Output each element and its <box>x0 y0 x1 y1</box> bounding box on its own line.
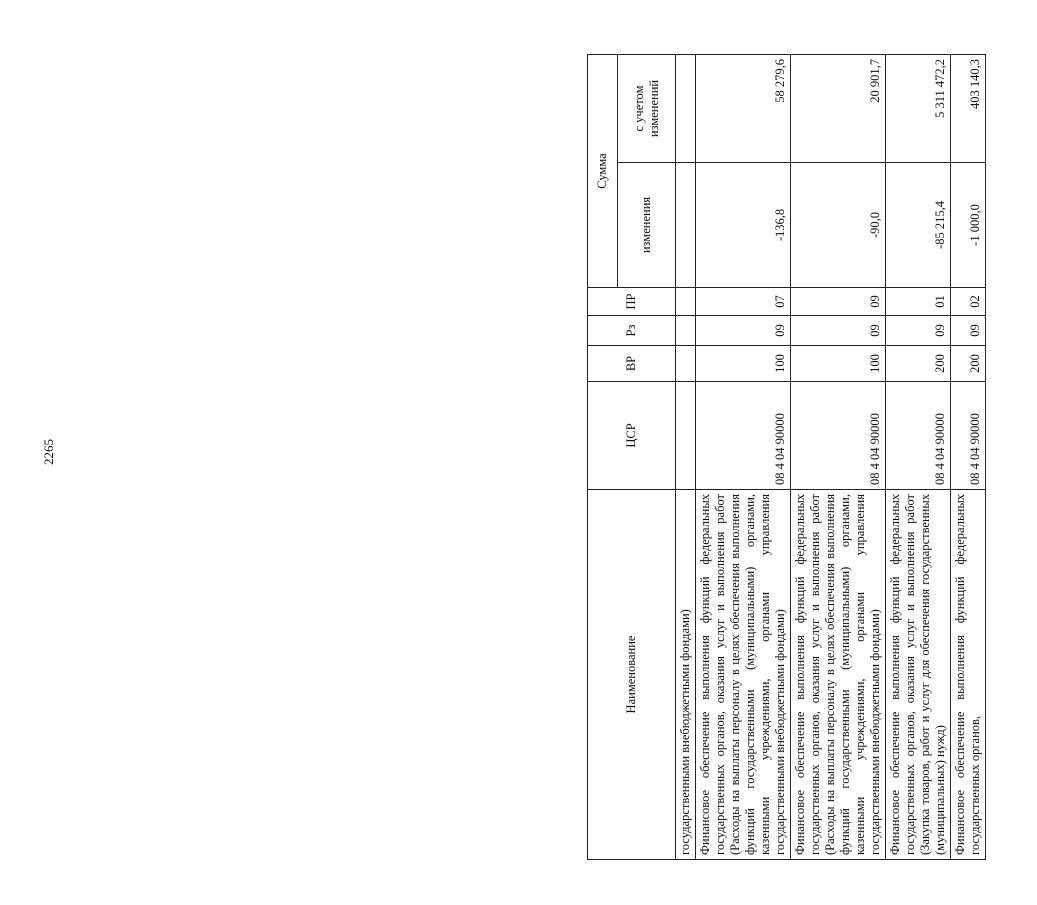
table-row <box>791 55 886 860</box>
table-header <box>588 55 676 860</box>
row-name: Финансовое обеспечение выполнения функций федеральных государственных органов, оказания услуг и выполнения работ (Расходы на выплаты персоналу в целях обеспечения выполнения функций государственными (муниципальными) органами, казенными учреждениями, органами управления государственными внебюджетными фондами) <box>696 490 791 860</box>
header-name: Наименование <box>588 490 676 860</box>
row-vr: 100 <box>696 346 791 382</box>
row-csr: 08 4 04 90000 <box>886 382 951 490</box>
row-total: 58 279,6 <box>696 55 791 163</box>
row-change: -1 000,0 <box>951 163 986 288</box>
row-rz: 09 <box>696 316 791 346</box>
header-total: с учетом изменений <box>618 55 676 163</box>
row-name: Финансовое обеспечение выполнения функций федеральных государственных органов, <box>951 490 986 860</box>
row-rz: 09 <box>951 316 986 346</box>
row-total: 403 140,3 <box>951 55 986 163</box>
page-number: 2265 <box>41 439 56 465</box>
header-change: изменения <box>618 163 676 288</box>
row-total: 5 311 472,2 <box>886 55 951 163</box>
row-pr: 02 <box>951 288 986 316</box>
table-row <box>951 55 986 860</box>
row-pr: 07 <box>696 288 791 316</box>
row-csr: 08 4 04 90000 <box>951 382 986 490</box>
budget-table <box>587 54 986 860</box>
table-row <box>696 55 791 860</box>
row-csr: 08 4 04 90000 <box>791 382 886 490</box>
header-rz: Рз <box>588 316 676 346</box>
continued-row <box>676 55 696 860</box>
row-vr: 100 <box>791 346 886 382</box>
header-sum: Сумма <box>588 55 618 288</box>
header-csr: ЦСР <box>588 382 676 490</box>
row-vr: 200 <box>951 346 986 382</box>
row-name: Финансовое обеспечение выполнения функций федеральных государственных органов, оказания услуг и выполнения работ (Расходы на выплаты персоналу в целях обеспечения выполнения функций государственными (муниципальными) органами, казенными учреждениями, органами управления государственными внебюджетными фондами) <box>791 490 886 860</box>
header-pr: ПР <box>588 288 676 316</box>
row-csr: 08 4 04 90000 <box>696 382 791 490</box>
continued-text: государственными внебюджетными фондами) <box>676 490 696 860</box>
row-change: -85 215,4 <box>886 163 951 288</box>
row-change: -90,0 <box>791 163 886 288</box>
row-vr: 200 <box>886 346 951 382</box>
row-rz: 09 <box>791 316 886 346</box>
table-row <box>886 55 951 860</box>
row-change: -136,8 <box>696 163 791 288</box>
row-pr: 01 <box>886 288 951 316</box>
row-pr: 09 <box>791 288 886 316</box>
row-name: Финансовое обеспечение выполнения функций федеральных государственных органов, оказания услуг и выполнения работ (Закупка товаров, работ и услуг для обеспечения государственных (муниципальных) нужд) <box>886 490 951 860</box>
rotated-table-container <box>587 55 1037 860</box>
row-total: 20 901,7 <box>791 55 886 163</box>
row-rz: 09 <box>886 316 951 346</box>
header-vr: ВР <box>588 346 676 382</box>
